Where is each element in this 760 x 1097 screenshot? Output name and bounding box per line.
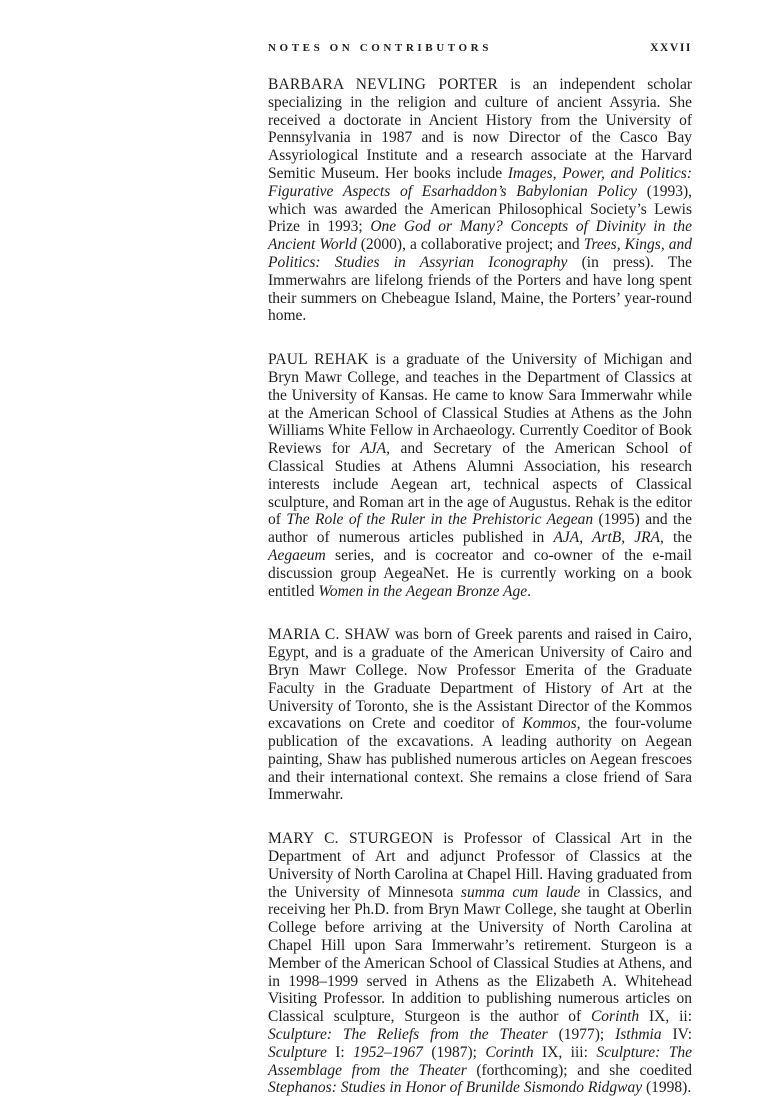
page-header-title: NOTES ON CONTRIBUTORS <box>268 42 492 54</box>
contributor-name: MARY C. STURGEON <box>268 830 434 848</box>
italic-title-text: Images, Power, and Politics: Figurative Aspects of Esarhaddon’s Babylonian Policy <box>268 164 692 200</box>
italic-title-text: Trees, Kings, and Politics: Studies in Assyrian Iconography <box>268 236 692 271</box>
contributor-bio <box>268 626 692 803</box>
body-text: (1987); <box>422 1043 486 1061</box>
contributor-name: MARIA C. SHAW <box>268 626 390 644</box>
body-text: I: <box>326 1043 354 1061</box>
contributors-text-block <box>268 76 692 1097</box>
italic-title-text: Sculpture: The Assemblage from the Theater <box>268 1043 692 1079</box>
contributor-bio <box>268 351 692 599</box>
body-text: series, and is cocreator and co-owner of the e-mail discussion group AegeaNet. He is currently working on a book entitled <box>268 546 692 600</box>
contributor-bio <box>268 830 692 1096</box>
body-text: (1998). <box>642 1079 692 1097</box>
italic-title-text: 1952–1967 <box>353 1043 423 1061</box>
body-text: the <box>663 529 692 547</box>
italic-title-text: Isthmia <box>615 1026 662 1044</box>
body-text: (2000), a collaborative project; and <box>356 236 584 254</box>
body-text: (1993), which was awarded the American Philosophical Society’s Lewis Prize in 1993; <box>268 182 692 236</box>
contributor-paragraph-shaw <box>268 626 692 804</box>
contributor-name: BARBARA NEVLING PORTER <box>268 76 499 93</box>
body-text: the four-volume publication of the excavations. A leading authority on Aegean painting, Shaw has published numerous articles on Aegean frescoes and their international context. She remains a close friend of Sara Immerwahr. <box>268 715 692 804</box>
body-text: (in press). The Immerwahrs are lifelong friends of the Porters and have long spent their summers on Chebeague Island, Maine, the Porters’ year-round home. <box>268 253 692 325</box>
page-number: XXVII <box>650 42 692 54</box>
body-text: (1995) and the author of numerous articles published in <box>268 511 692 547</box>
body-text: IX, iii: <box>533 1043 597 1061</box>
italic-title-text: Corinth <box>485 1043 534 1061</box>
body-text: . <box>527 582 532 600</box>
body-text: is an independent scholar specializing in the religion and culture of ancient Assyria. She received a doctorate in Ancient History from the University of Pennsylvania in 1987 and is now Director of the Casco Bay Assyriological Institute and a research associate at the Harvard Semitic Museum. Her books include <box>268 76 692 182</box>
italic-title-text: AJA, <box>360 440 391 458</box>
body-text: and Secretary of the American School of Classical Studies at Athens Alumni Association, his research interests include Aegean art, technical aspects of Classical sculpture, and Roman art in the age of Augustus. Rehak is the editor of <box>268 440 693 529</box>
contributor-name: PAUL REHAK <box>268 351 369 369</box>
body-text: (forthcoming); and she coedited <box>466 1061 693 1079</box>
contributor-bio <box>268 76 692 324</box>
italic-title-text: AJA, ArtB, JRA, <box>553 529 664 547</box>
body-text: is a graduate of the University of Michigan and Bryn Mawr College, and teaches in the Department of Classics at the University of Kansas. He came to know Sara Immerwahr while at the American School of Classical Studies at Athens as the John Williams White Fellow in Archaeology. Currently Coeditor of Book Reviews for <box>268 351 692 458</box>
italic-title-text: Sculpture <box>268 1043 327 1061</box>
body-text: IX, ii: <box>639 1008 693 1026</box>
body-text: IV: <box>661 1026 693 1044</box>
body-text: was born of Greek parents and raised in Cairo, Egypt, and is a graduate of the American University of Cairo and Bryn Mawr College. Now Professor Emerita of the Graduate Faculty in the Graduate Department of History of Art at the University of Toronto, she is the Assistant Director of the Kommos excavations on Crete and coeditor of <box>268 626 692 733</box>
italic-title-text: Corinth <box>590 1008 640 1026</box>
italic-title-text: Sculpture: The Reliefs from the Theater <box>268 1026 548 1044</box>
contributor-paragraph-rehak <box>268 351 692 600</box>
italic-title-text: Women in the Aegean Bronze Age <box>318 582 528 600</box>
italic-title-text: summa cum laude <box>460 883 581 901</box>
italic-title-text: Stephanos: Studies in Honor of Brunilde Sismondo Ridgway <box>268 1079 643 1097</box>
italic-title-text: One God or Many? Concepts of Divinity in the Ancient World <box>268 218 692 254</box>
italic-title-text: Kommos, <box>522 715 581 733</box>
contributor-paragraph-sturgeon <box>268 830 692 1097</box>
running-head <box>268 42 692 54</box>
italic-title-text: The Role of the Ruler in the Prehistoric Aegean <box>286 511 594 529</box>
contributor-paragraph-porter <box>268 76 692 325</box>
body-text: in Classics, and receiving her Ph.D. from Bryn Mawr College, she taught at Oberlin College before arriving at the University of North Carolina at Chapel Hill upon Sara Immerwahr’s retirement. Sturgeon is a Member of the American School of Classical Studies at Athens, and in 1998–1999 served in Athens as the Elizabeth A. Whitehead Visiting Professor. In addition to publishing numerous articles on Classical sculpture, Sturgeon is the author of <box>268 883 692 1026</box>
body-text: is Professor of Classical Art in the Department of Art and adjunct Professor of Classics at the University of North Carolina at Chapel Hill. Having graduated from the University of Minnesota <box>268 830 692 901</box>
italic-title-text: Aegaeum <box>268 546 326 564</box>
body-text: (1977); <box>547 1026 616 1044</box>
